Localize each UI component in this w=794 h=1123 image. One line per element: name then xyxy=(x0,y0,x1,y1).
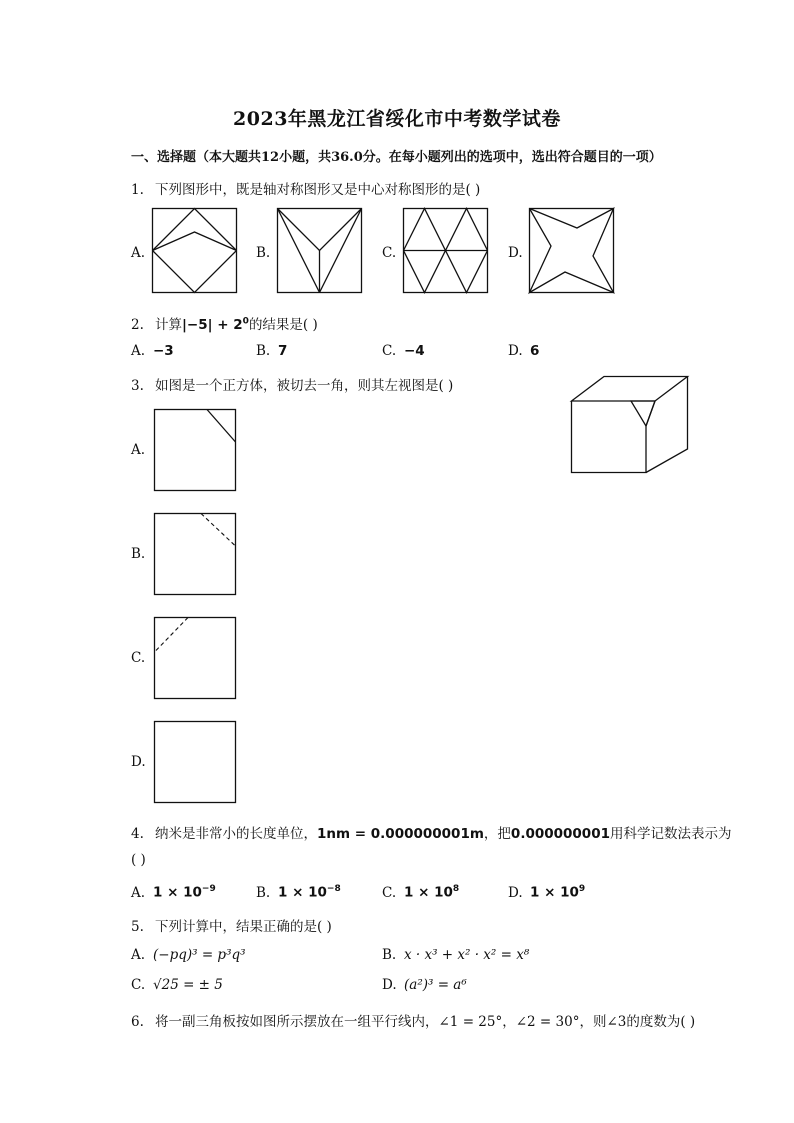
exponent: 0 xyxy=(242,316,249,327)
q1-option-b-label[interactable]: B. xyxy=(256,245,271,261)
q3-option-c-label[interactable]: C. xyxy=(131,650,146,666)
question-4 xyxy=(131,822,731,842)
option-label: C. xyxy=(382,884,397,901)
q4-option-b[interactable] xyxy=(256,884,341,901)
option-label: D. xyxy=(508,884,523,901)
question-number: 3. xyxy=(131,378,144,394)
option-value: 7 xyxy=(278,343,288,359)
math-expression: 1nm = 0.000000001m xyxy=(317,826,484,842)
option-exponent: 9 xyxy=(578,884,586,894)
q3-figure-a[interactable] xyxy=(154,409,237,492)
question-6 xyxy=(131,1010,695,1030)
question-text: 将一副三角板按如图所示摆放在一组平行线内，∠1 = 25°，∠2 = 30°，则∠3的度数为( ) xyxy=(155,1014,696,1030)
question-text-suffix: 的结果是( ) xyxy=(248,317,318,333)
option-value: −3 xyxy=(153,343,174,359)
q1-figure-b[interactable] xyxy=(277,208,363,294)
option-label: D. xyxy=(382,977,397,993)
question-text: 纳米是非常小的长度单位， xyxy=(155,826,317,842)
question-3 xyxy=(131,374,453,394)
question-number: 4. xyxy=(131,826,144,842)
question-number: 2. xyxy=(131,317,144,333)
option-value: 6 xyxy=(530,343,540,359)
question-text: 如图是一个正方体，被切去一角，则其左视图是( ) xyxy=(155,378,454,394)
q2-option-a[interactable] xyxy=(131,343,174,359)
q4-option-d[interactable] xyxy=(508,884,585,901)
q1-figure-a[interactable] xyxy=(152,208,238,294)
question-text: ，把 xyxy=(483,826,511,842)
question-number: 6. xyxy=(131,1014,144,1030)
option-base: 1 × 10 xyxy=(153,884,202,901)
option-base: 1 × 10 xyxy=(278,884,327,901)
question-number: 1. xyxy=(131,182,144,198)
option-label: B. xyxy=(382,947,397,963)
q3-figure-c[interactable] xyxy=(154,617,237,700)
option-value: −4 xyxy=(404,343,425,359)
question-number: 5. xyxy=(131,919,144,935)
q2-option-b[interactable] xyxy=(256,343,287,359)
q3-figure-d[interactable] xyxy=(154,721,237,804)
q5-option-d[interactable] xyxy=(382,977,467,993)
option-value: (−pq)³ = p³q³ xyxy=(153,947,246,963)
q4-option-a[interactable] xyxy=(131,884,216,901)
q3-option-d-label[interactable]: D. xyxy=(131,754,146,770)
question-text-prefix: 计算 xyxy=(155,317,182,333)
option-label: A. xyxy=(131,884,146,901)
option-value: √25 = ± 5 xyxy=(153,977,223,993)
question-text: 下列图形中，既是轴对称图形又是中心对称图形的是( ) xyxy=(155,182,481,198)
question-text: 用科学记数法表示为 xyxy=(609,826,732,842)
q5-option-b[interactable] xyxy=(382,947,529,963)
q1-figure-c[interactable] xyxy=(403,208,489,294)
q1-option-a-label[interactable]: A. xyxy=(131,245,146,261)
question-text: 下列计算中，结果正确的是( ) xyxy=(155,919,332,935)
section-heading: 一、选择题（本大题共12小题，共36.0分。在每小题列出的选项中，选出符合题目的一项） xyxy=(131,150,662,165)
option-exponent: −9 xyxy=(201,884,216,894)
option-base: 1 × 10 xyxy=(530,884,579,901)
option-label: C. xyxy=(382,343,397,359)
q1-option-c-label[interactable]: C. xyxy=(382,245,397,261)
q1-option-d-label[interactable]: D. xyxy=(508,245,523,261)
option-label: C. xyxy=(131,977,146,993)
q3-figure-b[interactable] xyxy=(154,513,237,596)
q4-option-c[interactable] xyxy=(382,884,459,901)
q1-figure-d[interactable] xyxy=(529,208,615,294)
option-value: (a²)³ = a⁶ xyxy=(404,977,467,993)
math-expression: |−5| + 2 xyxy=(182,317,243,333)
option-label: D. xyxy=(508,343,523,359)
option-label: A. xyxy=(131,343,146,359)
q2-option-c[interactable] xyxy=(382,343,425,359)
question-5 xyxy=(131,915,332,935)
q3-option-a-label[interactable]: A. xyxy=(131,442,146,458)
option-base: 1 × 10 xyxy=(404,884,453,901)
question-4-continued: ( ) xyxy=(131,852,146,868)
q3-cube-figure xyxy=(571,376,689,474)
question-1 xyxy=(131,178,480,198)
page-title: 2023年黑龙江省绥化市中考数学试卷 xyxy=(233,108,561,130)
q3-option-b-label[interactable]: B. xyxy=(131,546,146,562)
q2-option-d[interactable] xyxy=(508,343,539,359)
q5-option-a[interactable] xyxy=(131,947,246,963)
option-label: B. xyxy=(256,343,271,359)
option-exponent: −8 xyxy=(326,884,341,894)
option-label: A. xyxy=(131,947,146,963)
question-2 xyxy=(131,313,318,333)
math-number: 0.000000001 xyxy=(510,826,610,842)
option-value: x · x³ + x² · x² = x⁸ xyxy=(404,947,530,963)
q5-option-c[interactable] xyxy=(131,977,223,993)
option-exponent: 8 xyxy=(452,884,460,894)
option-label: B. xyxy=(256,884,271,901)
